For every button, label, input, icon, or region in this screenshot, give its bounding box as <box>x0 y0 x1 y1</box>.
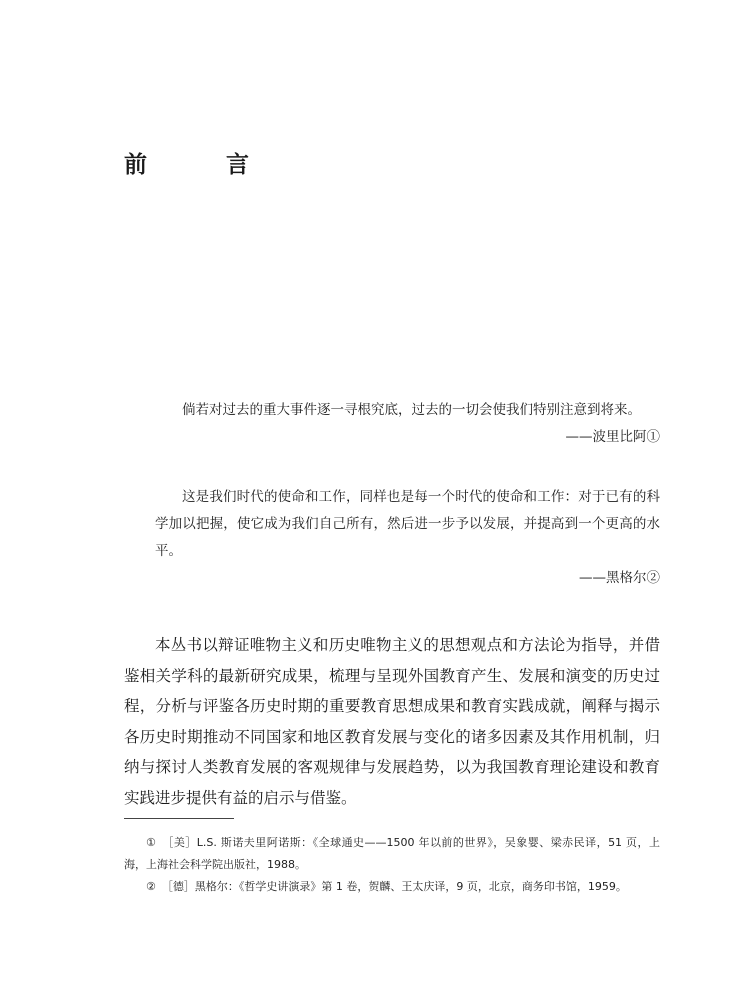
body-paragraph: 本丛书以辩证唯物主义和历史唯物主义的思想观点和方法论为指导，并借鉴相关学科的最新研究成果，梳理与呈现外国教育产生、发展和演变的历史过程，分析与评鉴各历史时期的重要教育思想成果和教育实践成就，阐释与揭示各历史时期推动不同国家和地区教育发展与变化的诸多因素及其作用机制，归纳与探讨人类教育发展的客观规律与发展趋势，以为我国教育理论建设和教育实践进步提供有益的启示与借鉴。 <box>124 636 660 807</box>
epigraph-2 <box>155 484 660 592</box>
footnotes <box>124 832 660 898</box>
epigraph-1-text: 倘若对过去的重大事件逐一寻根究底，过去的一切会使我们特别注意到将来。 <box>182 402 641 418</box>
footnote-2-mark: ② <box>146 880 156 893</box>
page-title: 前 言 <box>124 151 277 178</box>
footnote-2-text: ［德］黑格尔：《哲学史讲演录》第 1 卷，贺麟、王太庆译，9 页，北京，商务印书馆，1959。 <box>161 880 627 893</box>
footnote-1-mark: ① <box>146 836 157 849</box>
epigraph-2-attribution: ——黑格尔② <box>579 570 660 586</box>
footnote-1 <box>124 832 660 876</box>
epigraph-2-text: 这是我们时代的使命和工作，同样也是每一个时代的使命和工作：对于已有的科学加以把握，使它成为我们自己所有，然后进一步予以发展，并提高到一个更高的水平。 <box>155 489 660 559</box>
epigraph-1-attribution: ——波里比阿① <box>565 429 660 445</box>
footnote-divider <box>124 818 234 819</box>
epigraph-1 <box>155 397 660 451</box>
footnote-2 <box>124 876 660 898</box>
footnote-1-text: ［美］L.S. 斯诺夫里阿诺斯：《全球通史——1500 年以前的世界》，吴象婴、梁赤民译，51 页，上海，上海社会科学院出版社，1988。 <box>124 836 660 871</box>
